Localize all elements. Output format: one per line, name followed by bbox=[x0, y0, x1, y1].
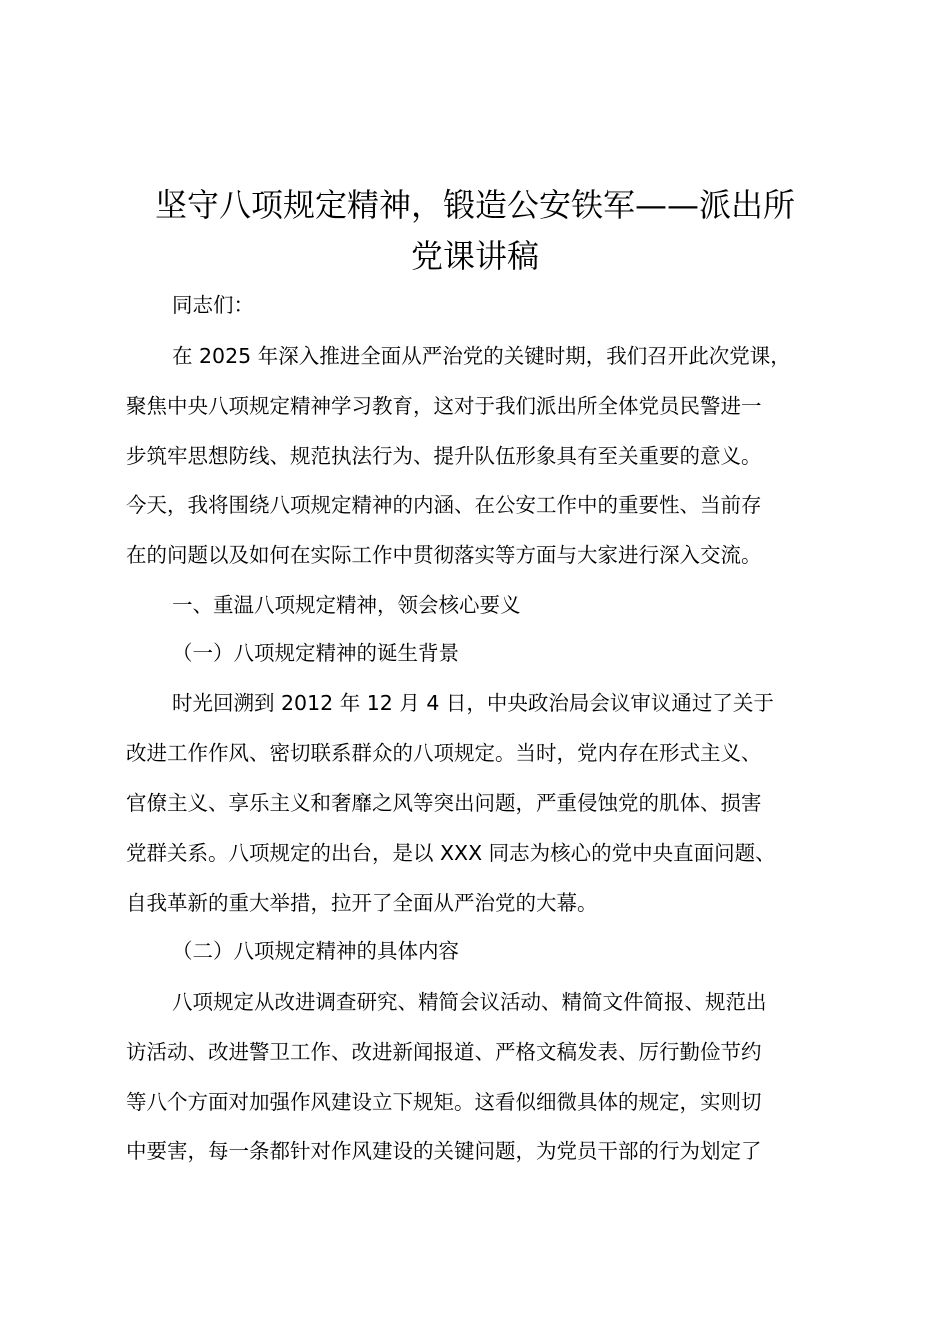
paragraph-3-line-1: 八项规定从改进调查研究、精简会议活动、精简文件简报、规范出 bbox=[172, 990, 767, 1014]
subsection-2-heading: （二）八项规定精神的具体内容 bbox=[172, 939, 459, 963]
salutation: 同志们： bbox=[172, 293, 254, 317]
paragraph-1-line-2: 聚焦中央八项规定精神学习教育，这对于我们派出所全体党员民警进一 bbox=[126, 394, 762, 418]
paragraph-2-line-4: 党群关系。八项规定的出台，是以 XXX 同志为核心的党中央直面问题、 bbox=[126, 841, 776, 865]
paragraph-2-line-5: 自我革新的重大举措，拉开了全面从严治党的大幕。 bbox=[126, 891, 598, 915]
document-title-line-2: 党课讲稿 bbox=[410, 237, 539, 275]
paragraph-3-line-2: 访活动、改进警卫工作、改进新闻报道、严格文稿发表、厉行勤俭节约 bbox=[126, 1040, 762, 1064]
paragraph-1-line-3: 步筑牢思想防线、规范执法行为、提升队伍形象具有至关重要的意义。 bbox=[126, 444, 762, 468]
paragraph-1-line-1: 在 2025 年深入推进全面从严治党的关键时期，我们召开此次党课， bbox=[172, 344, 791, 368]
paragraph-2-line-3: 官僚主义、享乐主义和奢靡之风等突出问题，严重侵蚀党的肌体、损害 bbox=[126, 791, 762, 815]
paragraph-1-line-5: 在的问题以及如何在实际工作中贯彻落实等方面与大家进行深入交流。 bbox=[126, 543, 762, 567]
paragraph-3-line-3: 等八个方面对加强作风建设立下规矩。这看似细微具体的规定，实则切 bbox=[126, 1090, 762, 1114]
paragraph-1-line-4: 今天，我将围绕八项规定精神的内涵、在公安工作中的重要性、当前存 bbox=[126, 493, 762, 517]
subsection-1-heading: （一）八项规定精神的诞生背景 bbox=[172, 641, 459, 665]
paragraph-2-line-2: 改进工作作风、密切联系群众的八项规定。当时，党内存在形式主义、 bbox=[126, 741, 762, 765]
section-1-heading: 一、重温八项规定精神，领会核心要义 bbox=[172, 593, 521, 617]
paragraph-3-line-4: 中要害，每一条都针对作风建设的关键问题，为党员干部的行为划定了 bbox=[126, 1139, 762, 1163]
paragraph-2-line-1: 时光回溯到 2012 年 12 月 4 日，中央政治局会议审议通过了关于 bbox=[172, 691, 774, 715]
document-title-line-1: 坚守八项规定精神，锻造公安铁军——派出所 bbox=[154, 186, 795, 224]
